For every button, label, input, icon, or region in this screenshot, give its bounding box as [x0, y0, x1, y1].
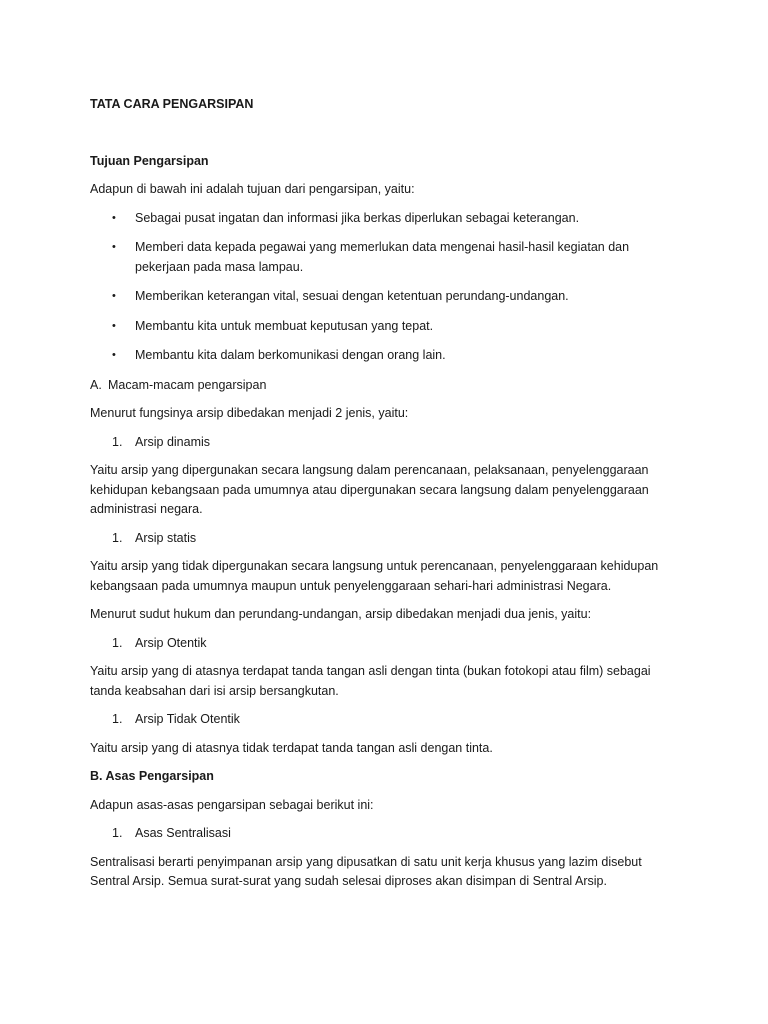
- item-number: 1.: [112, 635, 123, 650]
- section-a-intro-2: Menurut sudut hukum dan perundang-undangan, arsip dibedakan menjadi dua jenis, yaitu:: [90, 607, 592, 621]
- section-a-intro-1: Menurut fungsinya arsip dibedakan menjadi 2 jenis, yaitu:: [90, 406, 409, 420]
- section-b-intro: Adapun asas-asas pengarsipan sebagai berikut ini:: [90, 797, 374, 812]
- document-body: [90, 95, 680, 901]
- item-label: Asas Sentralisasi: [135, 826, 231, 840]
- item-number: 1.: [112, 826, 123, 840]
- numbered-item-arsip-otentik: [90, 634, 680, 654]
- bullet-icon: •: [112, 319, 116, 332]
- arsip-otentik-desc: Yaitu arsip yang di atasnya terdapat tanda tangan asli dengan tinta (bukan fotokopi atau film) sebagai tanda keabsahan dari isi arsip bersangkutan.: [90, 664, 651, 698]
- bullet-text: Membantu kita dalam berkomunikasi dengan orang lain.: [135, 348, 446, 362]
- item-label: Arsip Otentik: [135, 635, 207, 650]
- arsip-tidak-otentik-desc: Yaitu arsip yang di atasnya tidak terdapat tanda tangan asli dengan tinta.: [90, 740, 493, 755]
- list-item: [90, 317, 680, 337]
- bullet-text: Membantu kita untuk membuat keputusan yang tepat.: [135, 318, 434, 333]
- list-item: [90, 346, 680, 366]
- section-heading-text: Macam-macam pengarsipan: [108, 377, 267, 392]
- bullet-icon: •: [112, 290, 116, 302]
- section-heading-tujuan: Tujuan Pengarsipan: [90, 153, 209, 168]
- section-heading-b: B. Asas Pengarsipan: [90, 769, 214, 783]
- item-label: Arsip dinamis: [135, 434, 211, 449]
- document-title: TATA CARA PENGARSIPAN: [90, 97, 254, 111]
- item-number: 1.: [112, 530, 123, 545]
- list-item: [90, 238, 680, 277]
- numbered-item-arsip-statis: [90, 529, 680, 549]
- bullet-icon: •: [112, 211, 116, 224]
- asas-sentralisasi-desc: Sentralisasi berarti penyimpanan arsip yang dipusatkan di satu unit kerja khusus yang lazim disebut Sentral Arsip. Semua surat-surat yang sudah selesai diproses akan disimpan di Sentral Arsip.: [90, 854, 642, 888]
- item-number: 1.: [112, 434, 123, 449]
- item-label: Arsip statis: [135, 530, 197, 545]
- numbered-item-arsip-dinamis: [90, 433, 680, 453]
- bullet-icon: •: [112, 241, 116, 253]
- item-label: Arsip Tidak Otentik: [135, 712, 240, 726]
- numbered-item-arsip-tidak-otentik: [90, 710, 680, 730]
- tujuan-intro: Adapun di bawah ini adalah tujuan dari pengarsipan, yaitu:: [90, 182, 415, 196]
- bullet-text: Sebagai pusat ingatan dan informasi jika berkas diperlukan sebagai keterangan.: [135, 210, 580, 225]
- arsip-statis-desc: Yaitu arsip yang tidak dipergunakan secara langsung untuk perencanaan, penyelenggaraan kehidupan kebangsaan pada umumnya maupun untuk penyelenggaraan sehari-hari administrasi Negara.: [90, 559, 659, 593]
- section-heading-a: [90, 376, 680, 396]
- list-item: [90, 287, 680, 307]
- bullet-text: Memberi data kepada pegawai yang memerlukan data mengenai hasil-hasil kegiatan dan pekerjaan pada masa lampau.: [135, 240, 630, 274]
- bullet-icon: •: [112, 349, 116, 361]
- tujuan-bullet-list: [90, 209, 680, 366]
- section-letter: A.: [90, 377, 102, 392]
- item-number: 1.: [112, 712, 123, 726]
- arsip-dinamis-desc: Yaitu arsip yang dipergunakan secara langsung dalam perencanaan, pelaksanaan, penyelenggaraan kehidupan kebangsaan pada umumnya atau dipergunakan secara langsung dalam penyelenggaraan administrasi negara.: [90, 463, 649, 516]
- list-item: [90, 209, 680, 229]
- bullet-text: Memberikan keterangan vital, sesuai dengan ketentuan perundang-undangan.: [135, 289, 569, 303]
- numbered-item-asas-sentralisasi: [90, 824, 680, 844]
